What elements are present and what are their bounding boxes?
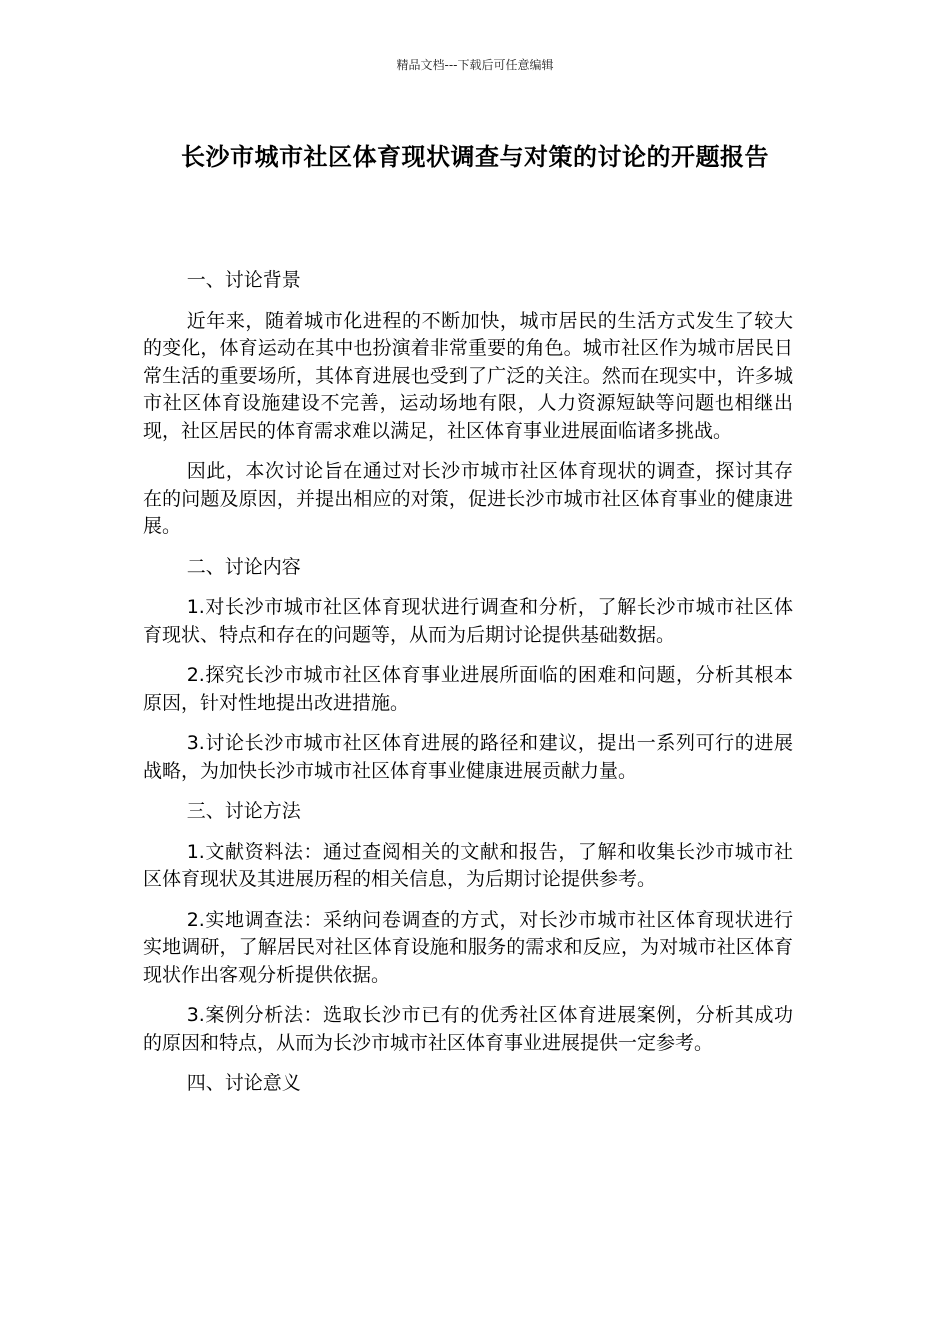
paragraph-background-2: 因此，本次讨论旨在通过对长沙市城市社区体育现状的调查，探讨其存在的问题及原因，并提出相应的对策，促进长沙市城市社区体育事业的健康进展。 [143, 460, 793, 537]
paragraph-methods-2: 2.实地调查法：采纳问卷调查的方式，对长沙市城市社区体育现状进行实地调研，了解居民对社区体育设施和服务的需求和反应，为对城市社区体育现状作出客观分析提供依据。 [143, 908, 793, 986]
document-title: 长沙市城市社区体育现状调查与对策的讨论的开题报告 [181, 143, 769, 171]
document-body [143, 267, 793, 1111]
paragraph-methods-3: 3.案例分析法：选取长沙市已有的优秀社区体育进展案例，分析其成功的原因和特点，从而为长沙市城市社区体育事业进展提供一定参考。 [143, 1004, 793, 1054]
section-heading-significance: 四、讨论意义 [186, 1072, 301, 1094]
paragraph-content-3: 3.讨论长沙市城市社区体育进展的路径和建议，提出一系列可行的进展战略，为加快长沙市城市社区体育事业健康进展贡献力量。 [143, 732, 793, 782]
paragraph-background-1: 近年来，随着城市化进程的不断加快，城市居民的生活方式发生了较大的变化，体育运动在其中也扮演着非常重要的角色。城市社区作为城市居民日常生活的重要场所，其体育进展也受到了广泛的关注。然而在现实中，许多城市社区体育设施建设不完善，运动场地有限，人力资源短缺等问题也相继出现，社区居民的体育需求难以满足，社区体育事业进展面临诸多挑战。 [143, 309, 793, 442]
paragraph-methods-1: 1.文献资料法：通过查阅相关的文献和报告，了解和收集长沙市城市社区体育现状及其进展历程的相关信息，为后期讨论提供参考。 [143, 840, 793, 890]
page-header: 精品文档---下载后可任意编辑 [396, 58, 554, 72]
section-heading-content: 二、讨论内容 [186, 555, 301, 578]
paragraph-content-1: 1.对长沙市城市社区体育现状进行调查和分析，了解长沙市城市社区体育现状、特点和存在的问题等，从而为后期讨论提供基础数据。 [143, 596, 793, 646]
paragraph-content-2: 2.探究长沙市城市社区体育事业进展所面临的困难和问题，分析其根本原因，针对性地提出改进措施。 [143, 664, 793, 714]
section-heading-background: 一、讨论背景 [186, 269, 301, 291]
section-heading-methods: 三、讨论方法 [186, 800, 301, 822]
